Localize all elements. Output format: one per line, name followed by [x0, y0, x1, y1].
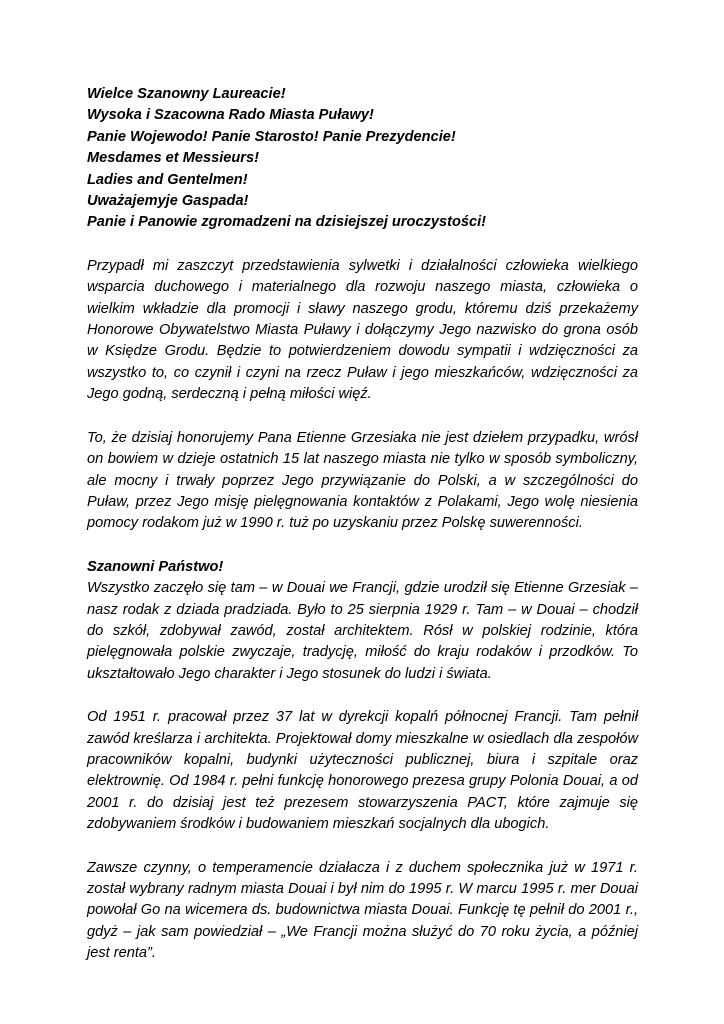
- paragraph-honor: To, że dzisiaj honorujemy Pana Etienne Grzesiaka nie jest dziełem przypadku, wrósł on bowiem w dzieje ostatnich 15 lat naszego miasta nie tylko w sposób symboliczny, ale mocny i trwały poprzez Jego przywiązanie do Polski, a w szczególności do Puław, przez Jego misję pielęgnowania kontaktów z Polakami, Jego wolę niesienia pomocy rodakom już w 1990 r. tuż po uzyskaniu przez Polskę suwerenności.: [87, 429, 638, 532]
- paragraph-public-service: Zawsze czynny, o temperamencie działacza i z duchem społecznika już w 1971 r. został wybrany radnym miasta Douai i był nim do 1995 r. W marcu 1995 r. mer Douai powołał Go na wicemera ds. budownictwa miasta Douai. Funkcję tę pełnił do 2001 r., gdyż – jak sam powiedział – „We Francji można służyć do 70 roku życia, a później jest renta”.: [87, 859, 638, 962]
- paragraph-introduction: Przypadł mi zaszczyt przedstawienia sylwetki i działalności człowieka wielkiego wsparcia duchowego i materialnego dla rozwoju naszego miasta, człowieka o wielkim wkładzie dla promocji i sławy naszego grodu, któremu dziś przekażemy Honorowe Obywatelstwo Miasta Puławy i dołączymy Jego nazwisko do grona osób w Księdze Grodu. Będzie to potwierdzeniem dowodu sympatii i wdzięczności za wszystko to, co czynił i czyni na rzecz Puław i jego mieszkańców, wdzięczności za Jego godną, serdeczną i pełną miłości więź.: [87, 257, 638, 403]
- paragraph-origins: Wszystko zaczęło się tam – w Douai we Francji, gdzie urodził się Etienne Grzesiak – nasz rodak z dziada pradziada. Było to 25 sierpnia 1929 r. Tam – w Douai – chodził do szkół, zdobywał zawód, został architektem. Rósł w polskiej rodzinie, która pielęgnowała polskie zwyczaje, tradycję, miłość do kraju rodaków i przodków. To ukształtowało Jego charakter i Jego stosunek do ludzi i świata.: [87, 580, 638, 682]
- document-page: [87, 84, 638, 965]
- paragraph-career: Od 1951 r. pracował przez 37 lat w dyrekcji kopalń północnej Francji. Tam pełnił zawód kreślarza i architekta. Projektował domy mieszkalne w osiedlach dla zespołów pracowników kopalni, budynki użyteczności publicznej, biura i szpitale oraz elektrownię. Od 1984 r. pełni funkcję honorowego prezesa grupy Polonia Douai, a od 2001 r. do dzisiaj jest też prezesem stowarzyszenia PACT, które zajmuje się zdobywaniem środków i budowaniem mieszkań socjalnych dla ubogich.: [87, 709, 638, 833]
- greeting-line: Ladies and Gentelmen!: [87, 171, 248, 188]
- section-heading: Szanowni Państwo!: [87, 558, 224, 575]
- greeting-line: Uważajemyje Gaspada!: [87, 193, 249, 210]
- greeting-line: Panie Wojewodo! Panie Starosto! Panie Prezydencie!: [87, 128, 456, 145]
- greeting-line: Wielce Szanowny Laureacie!: [87, 86, 286, 102]
- section-biography: [87, 557, 638, 685]
- greeting-line: Panie i Panowie zgromadzeni na dzisiejszej uroczystości!: [87, 214, 487, 231]
- greetings-block: [87, 84, 638, 234]
- greeting-line: Mesdames et Messieurs!: [87, 150, 259, 167]
- greeting-line: Wysoka i Szacowna Rado Miasta Puławy!: [87, 107, 374, 124]
